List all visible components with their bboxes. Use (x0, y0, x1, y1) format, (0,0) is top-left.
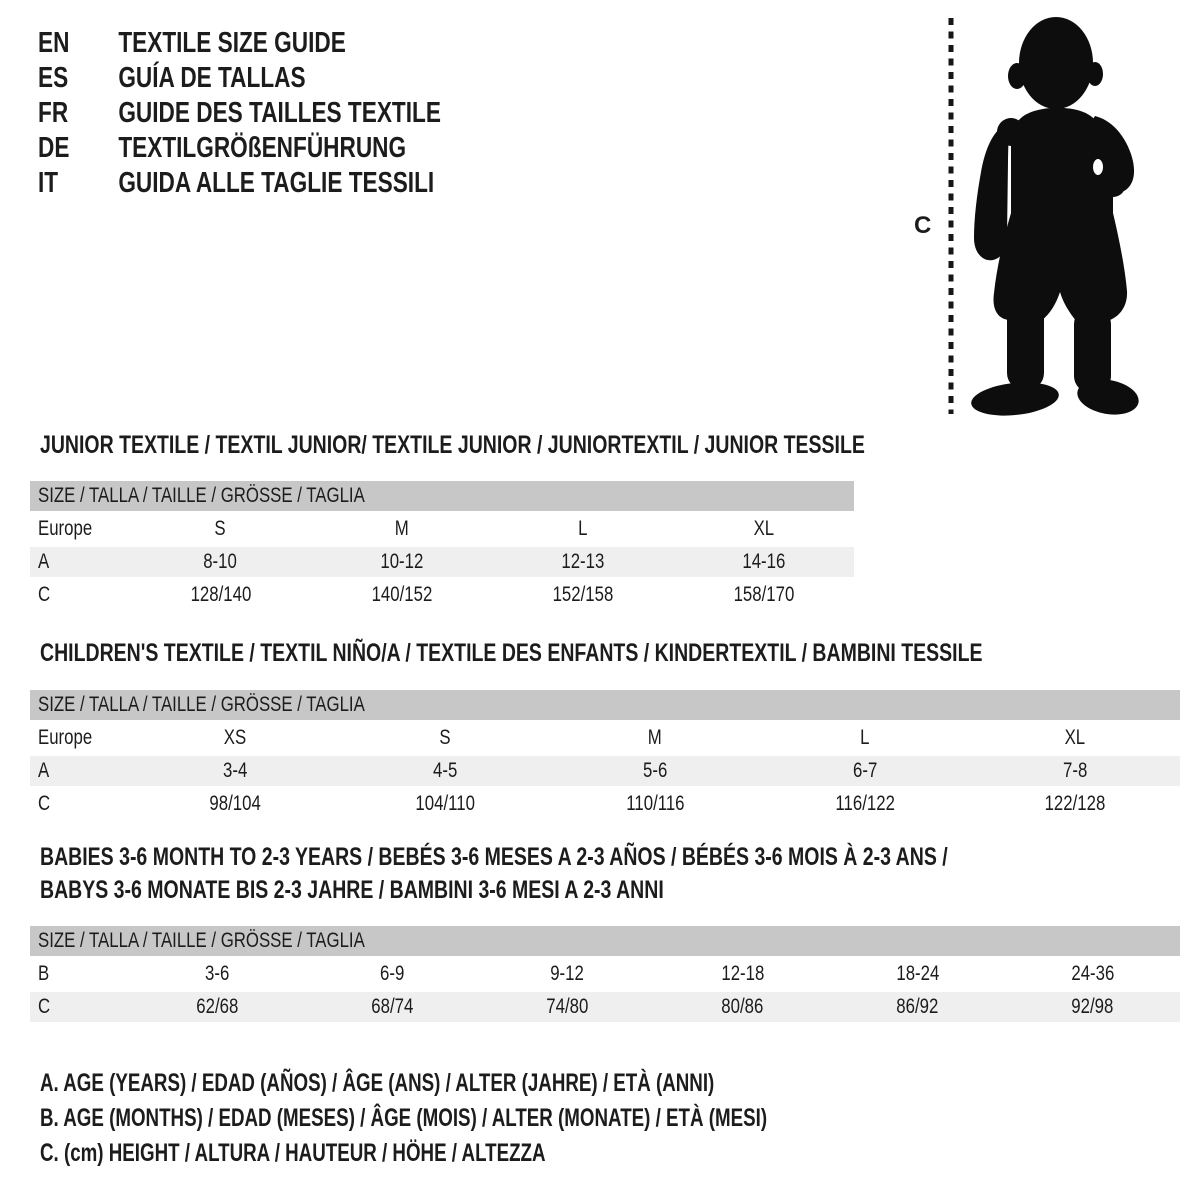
size-cell: 7-8 (970, 755, 1180, 788)
size-cell: 4-5 (340, 755, 550, 788)
measure-legend (40, 1066, 1009, 1171)
row-label: B (30, 959, 130, 991)
size-cell: 110/116 (550, 788, 760, 821)
lang-row-fr (38, 96, 441, 131)
legend-line-c: C. (cm) HEIGHT / ALTURA / HAUTEUR / HÖHE / ALTEZZA (40, 1139, 546, 1167)
legend-line-b: B. AGE (MONTHS) / EDAD (MESES) / ÂGE (MOIS) / ALTER (MONATE) / ETÀ (MESI) (40, 1104, 768, 1132)
legend-line-a: A. AGE (YEARS) / EDAD (AÑOS) / ÂGE (ANS) / ALTER (JAHRE) / ETÀ (ANNI) (40, 1069, 715, 1097)
guide-title: GUIDA ALLE TAGLIE TESSILI (118, 167, 435, 199)
junior-size-table (30, 481, 854, 613)
measurement-figure (905, 10, 1155, 424)
size-cell: 6-7 (760, 755, 970, 788)
size-header-bar (30, 926, 1180, 956)
lang-row-es (38, 61, 441, 96)
lang-code: ES (38, 62, 69, 94)
size-cell: 104/110 (340, 788, 550, 821)
row-label: A (30, 546, 130, 579)
size-cell: 122/128 (970, 788, 1180, 821)
babies-size-table (30, 926, 1180, 1025)
size-cell: 14-16 (673, 546, 854, 579)
size-cell: XL (673, 514, 854, 546)
size-cell: M (550, 723, 760, 755)
guide-title: TEXTILGRÖßENFÜHRUNG (118, 132, 407, 164)
row-label: Europe (30, 723, 130, 755)
lang-row-it (38, 166, 441, 201)
toddler-silhouette (905, 10, 1155, 424)
children-size-table (30, 690, 1180, 822)
size-cell: S (340, 723, 550, 755)
guide-title: TEXTILE SIZE GUIDE (118, 27, 346, 59)
table-row-age (30, 755, 1180, 788)
size-cell: 98/104 (130, 788, 340, 821)
size-cell: 3-4 (130, 755, 340, 788)
size-cell: 24-36 (1005, 959, 1180, 991)
size-cell: 9-12 (480, 959, 655, 991)
size-cell: 74/80 (480, 991, 655, 1024)
size-cell: 116/122 (760, 788, 970, 821)
size-cell: 5-6 (550, 755, 760, 788)
figure-measure-label: C (914, 212, 932, 239)
size-header-label: SIZE / TALLA / TAILLE / GRÖSSE / TAGLIA (38, 484, 365, 507)
size-cell: 86/92 (830, 991, 1005, 1024)
row-label: C (30, 991, 130, 1024)
row-label: A (30, 755, 130, 788)
size-cell: 62/68 (130, 991, 305, 1024)
size-cell: L (760, 723, 970, 755)
size-header-label: SIZE / TALLA / TAILLE / GRÖSSE / TAGLIA (38, 693, 365, 716)
size-header-label: SIZE / TALLA / TAILLE / GRÖSSE / TAGLIA (38, 929, 365, 952)
children-section-title: CHILDREN'S TEXTILE / TEXTIL NIÑO/A / TEXTILE DES ENFANTS / KINDERTEXTIL / BAMBINI TESSILE (40, 639, 983, 667)
table-row-age (30, 546, 854, 579)
table-row-europe (30, 514, 854, 546)
size-cell: 10-12 (311, 546, 492, 579)
lang-code: FR (38, 97, 69, 129)
size-cell: 68/74 (305, 991, 480, 1024)
table-row-europe (30, 723, 1180, 755)
size-cell: XS (130, 723, 340, 755)
table-row-months (30, 959, 1180, 991)
babies-section-title-line2: BABYS 3-6 MONATE BIS 2-3 JAHRE / BAMBINI 3-6 MESI A 2-3 ANNI (40, 876, 664, 904)
size-header-bar (30, 690, 1180, 720)
size-header-bar (30, 481, 854, 511)
row-label: Europe (30, 514, 130, 546)
size-cell: 158/170 (673, 579, 854, 612)
junior-section-title: JUNIOR TEXTILE / TEXTIL JUNIOR/ TEXTILE JUNIOR / JUNIORTEXTIL / JUNIOR TESSILE (40, 431, 865, 459)
babies-section-title-line1: BABIES 3-6 MONTH TO 2-3 YEARS / BEBÉS 3-6 MESES A 2-3 AÑOS / BÉBÉS 3-6 MOIS À 2-3 ANS / (40, 843, 948, 871)
table-row-height (30, 991, 1180, 1024)
size-cell: 80/86 (655, 991, 830, 1024)
size-cell: 3-6 (130, 959, 305, 991)
language-title-list (38, 26, 555, 201)
row-label: C (30, 788, 130, 821)
guide-title: GUIDE DES TAILLES TEXTILE (118, 97, 441, 129)
row-label: C (30, 579, 130, 612)
table-row-height (30, 579, 854, 612)
size-cell: 6-9 (305, 959, 480, 991)
size-cell: 12-18 (655, 959, 830, 991)
lang-row-de (38, 131, 441, 166)
lang-code: IT (38, 167, 59, 199)
size-cell: 8-10 (130, 546, 311, 579)
size-cell: 128/140 (130, 579, 311, 612)
lang-code: DE (38, 132, 70, 164)
lang-code: EN (38, 27, 70, 59)
size-cell: M (311, 514, 492, 546)
size-cell: S (130, 514, 311, 546)
table-row-height (30, 788, 1180, 821)
size-cell: XL (970, 723, 1180, 755)
size-cell: 152/158 (492, 579, 673, 612)
size-cell: 140/152 (311, 579, 492, 612)
size-cell: L (492, 514, 673, 546)
lang-row-en (38, 26, 441, 61)
guide-title: GUÍA DE TALLAS (118, 62, 306, 94)
size-cell: 12-13 (492, 546, 673, 579)
size-cell: 92/98 (1005, 991, 1180, 1024)
size-cell: 18-24 (830, 959, 1005, 991)
